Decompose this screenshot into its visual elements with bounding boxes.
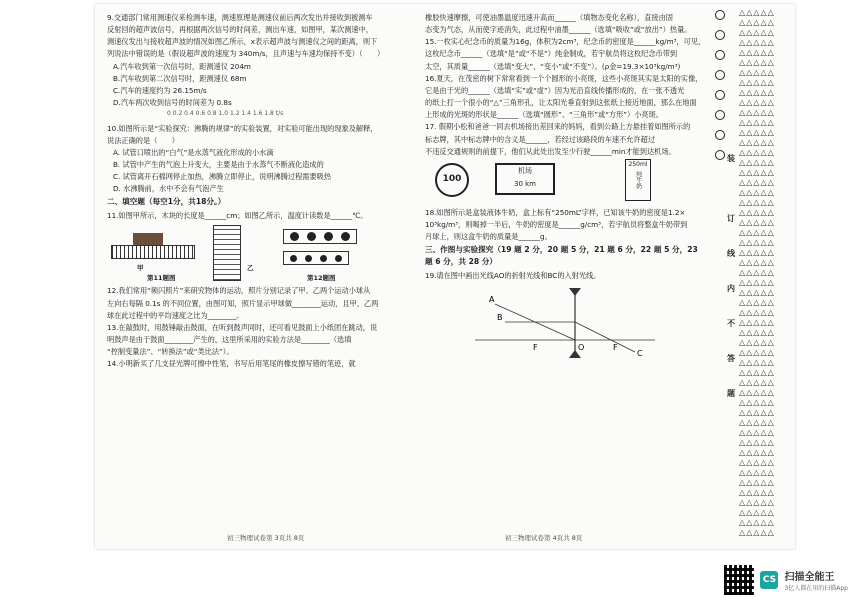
q12-line: 12.我们常用“频闪照片”来研究物体的运动，照片分别记录了甲、乙两个运动小球从 — [107, 286, 371, 296]
ball-row-yi — [283, 251, 349, 265]
speed-limit-sign: 100 — [435, 163, 469, 197]
right-page-footer: 初三物理试卷第 4页共 8页 — [505, 533, 583, 542]
q14-continued: 态变为气态，从而使字迹消失，此过程中油墨______（选填“吸收”或“放出”）热量。 — [425, 25, 692, 35]
q13-line: “控制变量法”、“转换法”或“类比法”）。 — [107, 347, 234, 357]
ball-row-jia — [283, 229, 357, 244]
optics-label: C — [637, 349, 643, 359]
q14-continued: 橡胶快速摩擦，可使油墨温度迅速升高而______（填物态变化名称），直接由固 — [425, 13, 673, 22]
q12-line: 左向右每隔 0.1s 的不同位置，由图可知，照片显示甲球做________运动，且甲、乙两 — [107, 298, 379, 308]
scanned-exam-sheet — [95, 4, 795, 549]
q10-line: 10.如图所示是“实验探究：沸腾的规律”的实验装置，对实验可能出现的现象及解释， — [107, 123, 378, 133]
q16-line: 的纸上打一个很小的“△”三角形孔，让太阳光垂直射到这张纸上接近地面，那么在地面 — [425, 98, 697, 108]
ruler-figure — [111, 245, 195, 259]
binding-label: 内 — [727, 284, 735, 293]
q17-line: 17. 假期小松和爸爸一同去机场接出差回来的妈妈，看到公路上方悬挂着如图所示的 — [425, 122, 691, 132]
q18-line: 18.如图所示是盒装液体牛奶，盒上标有“250mL”字样，已知该牛奶的密度是1.2× — [425, 207, 686, 217]
q10-option-b: B. 试管中产生的气泡上升变大，主要是由于水蒸气不断液化造成的 — [113, 160, 324, 170]
binding-label: 装 — [727, 154, 735, 163]
left-page — [107, 12, 417, 543]
q9-option-d: D.汽车两次收到信号的时间差为 0.8s — [113, 98, 232, 108]
q15-line: 这枚纪念币______（选填“是”或“不是”）纯金制成，若宇航员将这枚纪念币带到 — [425, 49, 678, 59]
section-2-heading: 二、填空题（每空1分，共18分。） — [107, 197, 226, 207]
section-3-heading — [425, 244, 705, 268]
q17-line: 不违反交通规则的前提下，他们从此处出发至少行驶______min才能到达机场。 — [425, 146, 676, 156]
question-14: 14.小明新买了几支昼光牌可擦中性笔，书写后用笔尾的橡皮擦写错的笔迹，就 — [107, 359, 356, 369]
q10-option-d: D. 水沸腾前，水中不会有气泡产生 — [113, 184, 224, 194]
question-10 — [107, 123, 417, 195]
question-17 — [425, 121, 705, 156]
q16-line: 上形成的光斑的形状是______（选填“圆形”、“三角形”或“方形”）小亮斑。 — [425, 110, 663, 120]
section-3-line: 三、作图与实验探究（19 题 2 分，20 题 5 分，21 题 6 分，22 题 5 分，23 — [425, 245, 698, 255]
optics-label: A — [489, 295, 495, 305]
q13-line: 明鼓声是由于鼓面________产生的，这里所采用的实验方法是________（选填 — [107, 335, 352, 345]
scanner-watermark — [724, 565, 848, 595]
question-15 — [425, 36, 705, 71]
thermometer-figure — [213, 225, 241, 281]
q9-option-c: C.汽车的速度约为 26.15m/s — [113, 85, 207, 95]
q10-option-c: C. 试管离开石棉网停止加热，沸腾立即停止，说明沸腾过程需要吸热 — [113, 172, 332, 182]
watermark-subtitle: 3亿人都在用的扫描App — [784, 585, 848, 592]
q10-line: 说法正确的是（ ） — [107, 135, 179, 145]
figures-11-12 — [107, 223, 417, 283]
q13-line: 13.在敲鼓时，用鼓锤敲击鼓面，在听到鼓声同时，还可看见鼓面上小纸团在跳动，说 — [107, 322, 378, 332]
fig12-caption: 第12题图 — [307, 274, 336, 283]
qr-code-icon — [724, 565, 754, 595]
optics-label: F — [533, 343, 538, 353]
figures-17-18 — [425, 159, 705, 205]
question-12 — [107, 285, 417, 320]
question-18 — [425, 207, 705, 242]
binding-label: 订 — [727, 214, 735, 223]
q12-line: 球在此过程中的平均速度之比为________。 — [107, 310, 244, 320]
q16-line: 它是由于光的______（选填“实”或“虚”）因为光沿直线传播形成的，在一张不透光 — [425, 85, 685, 95]
left-page-footer: 初三物理试卷第 3页共 8页 — [227, 533, 305, 542]
q15-line: 15.一枚实心纪念币的质量为16g，体积为2cm³，纪念币的密度是______kg/m³，可见， — [425, 37, 705, 47]
binding-label: 不 — [727, 319, 735, 328]
binding-strip — [711, 4, 795, 549]
q9-option-a: A.汽车收到第一次信号时，距测速仪 204m — [113, 61, 251, 71]
q16-line: 16.夏天，在茂密的树下常常看到一个个圆形的小亮斑，这些小亮斑其实是太阳的实像， — [425, 73, 703, 83]
q9-time-axis: 0 0.2 0.4 0.6 0.8 1.0 1.2 1.4 1.6 1.8 t/s — [167, 110, 284, 118]
watermark-text — [784, 568, 848, 592]
optics-diagram — [465, 282, 665, 362]
q10-option-a: A. 试管口喷出的“白气”是水蒸气液化形成的小水滴 — [113, 147, 274, 157]
milk-volume: 250ml — [628, 160, 648, 168]
section-3-line: 题 6 分，共 28 分） — [425, 257, 497, 267]
sign-distance: 30 km — [513, 179, 536, 188]
q9-line: 列说法中错误的是（假设超声波的速度为 340m/s，且声速与车速均保持不变）（ ） — [107, 49, 385, 59]
wood-block-figure — [133, 233, 163, 245]
fig-label-jia: 甲 — [137, 264, 144, 273]
optics-label: F — [613, 343, 618, 353]
fig11-caption: 第11题图 — [147, 274, 176, 283]
q9-line: 测速仪发出与接收超声波的情况如图乙所示，x表示超声波与测速仪之间的距离，则下 — [107, 37, 378, 47]
camscanner-logo-icon: CS — [760, 571, 778, 589]
milk-label: 纯牛奶 — [634, 171, 642, 190]
watermark-title: 扫描全能王 — [784, 572, 835, 583]
triangle-pattern: △△△△△ △△△△△ △△△△△ △△△△△ △△△△△ △△△△△ △△△△△ △△△△△ △△△△△ △△△△△ △△△△△ △△△△△ △△△△△ △△△△△ △△△△△ △△△△△ △△△△△ △△△△△ △△△△△ △△△△△ △△△△△ △△△△△ △△△△△ △△△△△ △△△△△ △△△△△ △△△△△ △△△△△ △△△△△ △△△△△ △△△△△ △△△△△ △△△△△ △△△△△ △△△△△ △△△△△ △△△△△ △△△△△ △△△△△ △△△△△ △△△△△ △△△△△ △△△△△ △△△△△ △△△△△ △△△△△ △△△△△ △△△△△ △△△△△ △△△△△ △△△△△ △△△△△ △△△△△ — [739, 8, 775, 537]
optics-label: O — [578, 343, 585, 353]
q18-line: 月球上，则这盒牛奶的质量是______g。 — [425, 232, 552, 242]
question-19: 19.请在图中画出光线AO的折射光线和BC的入射光线。 — [425, 270, 601, 280]
q15-line: 太空，其质量______（选填“变大”、“变小”或“不变”）。(ρ金=19.3×10³kg/m³) — [425, 61, 681, 71]
q9-option-b: B.汽车收到第二次信号时，距测速仪 68m — [113, 73, 247, 83]
sign-place: 机场 — [518, 166, 532, 175]
milk-carton-figure — [625, 159, 651, 201]
q9-line: 9.交通部门常用测速仪来检测车速，测速原理是测速仪前后两次发出并接收到被测车 — [107, 13, 373, 22]
fig-label-yi: 乙 — [247, 264, 254, 273]
question-9 — [107, 12, 417, 119]
q17-line: 标志牌，其中标志牌中的含义是______，若经过该路段的车速不允许超过 — [425, 134, 656, 144]
right-page — [425, 12, 705, 543]
lens-top-arrow — [569, 288, 581, 296]
question-13 — [107, 322, 417, 357]
q18-line: 10³kg/m³，则喝掉一半后，牛奶的密度是______g/cm³，若宇航员将整盒牛奶带到 — [425, 220, 688, 230]
optics-label: B — [497, 313, 503, 323]
question-16 — [425, 73, 705, 121]
distance-sign — [495, 163, 555, 195]
q9-line: 反射回的超声波信号，再根据两次信号的时间差，测出车速，如图甲，某次测速中， — [107, 25, 373, 35]
binding-label: 题 — [727, 389, 735, 398]
binding-holes — [715, 10, 727, 170]
binding-label: 答 — [727, 354, 735, 363]
question-11: 11.如图甲所示，木块的长度是______cm；如图乙所示，温度计读数是______℃。 — [107, 211, 368, 221]
binding-label: 线 — [727, 249, 735, 258]
